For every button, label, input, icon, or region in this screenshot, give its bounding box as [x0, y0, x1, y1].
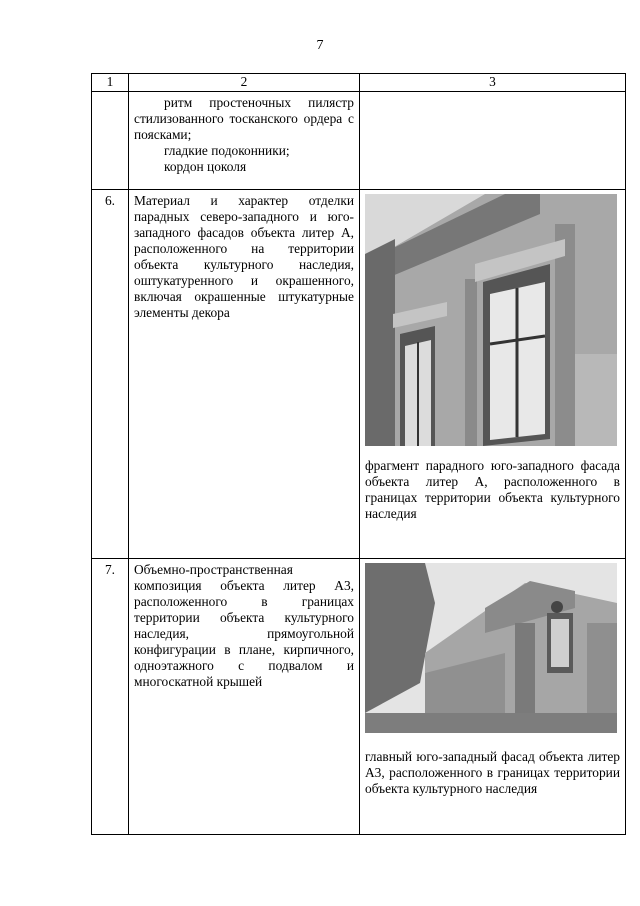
table-row-6	[92, 190, 626, 559]
row-description	[129, 559, 360, 835]
facade-fragment-photo	[365, 194, 617, 446]
header-col-3: 3	[360, 74, 626, 92]
main-facade-photo	[365, 563, 617, 733]
row-photo-cell	[360, 559, 626, 835]
row-photo-cell	[360, 92, 626, 190]
list-item: гладкие подоконники;	[164, 143, 290, 158]
row-number: 7.	[92, 559, 129, 835]
table-header-row	[92, 74, 626, 92]
header-col-2: 2	[129, 74, 360, 92]
heritage-table	[91, 73, 626, 835]
list-item: кордон цоколя	[164, 159, 247, 174]
photo-caption: фрагмент парадного юго-западного фасада объекта литер А, расположенного в границах территории объекта культурного наследия	[365, 458, 620, 521]
header-col-1: 1	[92, 74, 129, 92]
table-row-continuation	[92, 92, 626, 190]
photo-caption: главный юго-западный фасад объекта литер А3, расположенного в границах территории объекта культурного наследия	[365, 749, 620, 796]
row-number: 6.	[92, 190, 129, 559]
page-number: 7	[316, 38, 324, 53]
row-description-cell	[129, 92, 360, 190]
row-number-cell	[92, 92, 129, 190]
table-row-7	[92, 559, 626, 835]
row-description	[129, 190, 360, 559]
description-text: Объемно-пространственная композиция объекта литер А3, расположенного в границах территории объекта культурного наследия, прямоугольной конфигурации в плане, кирпичного, одноэтажного с подвалом и многоскатной крышей	[134, 562, 354, 689]
list-item: ритм простеночных пилястр стилизованного тосканского ордера с поясками;	[134, 95, 354, 142]
row-photo-cell	[360, 190, 626, 559]
description-text: Материал и характер отделки парадных северо-западного и юго-западного фасадов объекта литер А, расположенного на территории объекта культурного наследия, оштукатуренного и окрашенного, включая окрашенные штукатурные элементы декора	[134, 193, 354, 320]
